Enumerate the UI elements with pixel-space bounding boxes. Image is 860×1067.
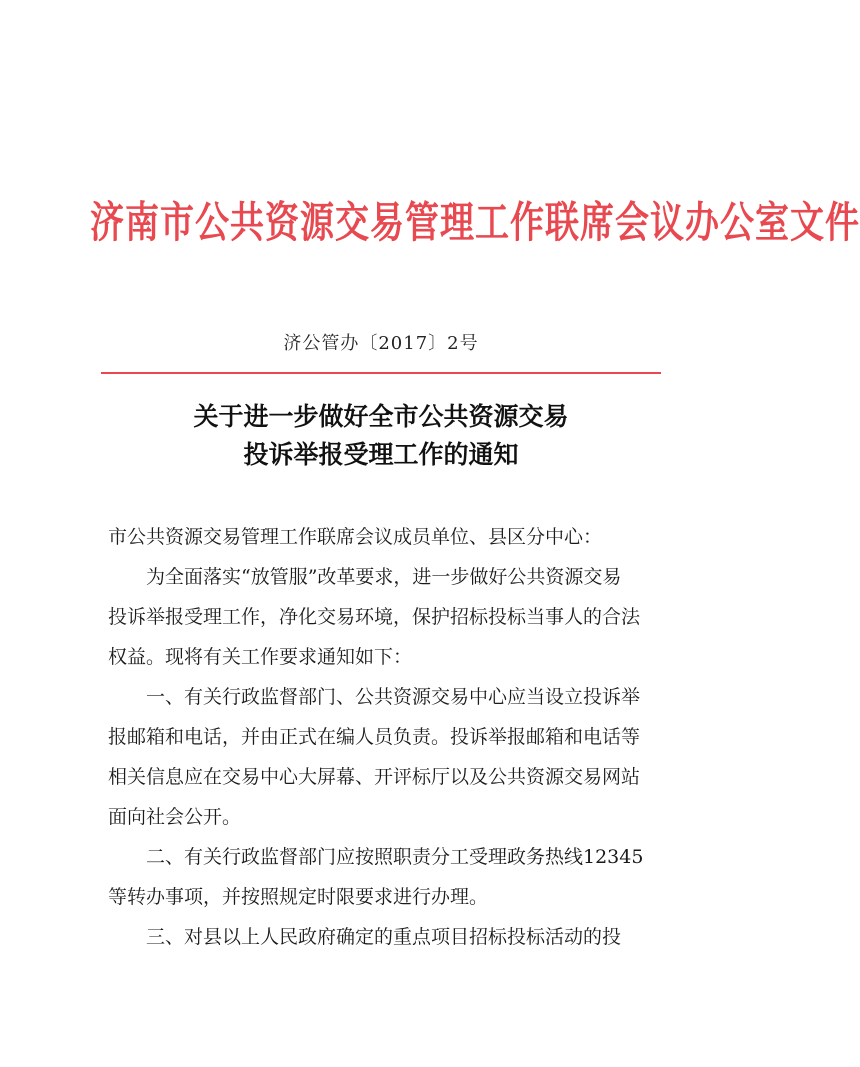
- paragraph-line: 相关信息应在交易中心大屏幕、开评标厅以及公共资源交易网站: [108, 766, 641, 788]
- issuer-header: 济南市公共资源交易管理工作联席会议办公室文件: [90, 198, 860, 248]
- red-divider-line: [101, 372, 661, 374]
- paragraph-line: 二、有关行政监督部门应按照职责分工受理政务热线12345: [146, 846, 644, 868]
- notice-title-line-1: 关于进一步做好全市公共资源交易: [193, 402, 569, 431]
- paragraph-line: 面向社会公开。: [108, 806, 242, 828]
- paragraph-line: 报邮箱和电话，并由正式在编人员负责。投诉举报邮箱和电话等: [108, 726, 641, 748]
- paragraph-4: [108, 917, 668, 957]
- salutation: 市公共资源交易管理工作联席会议成员单位、县区分中心：: [108, 526, 603, 548]
- paragraph-line: 权益。现将有关工作要求通知如下：: [108, 646, 413, 668]
- paragraph-1: [108, 557, 668, 677]
- notice-body: [108, 517, 668, 957]
- paragraph-line: 等转办事项，并按照规定时限要求进行办理。: [108, 886, 489, 908]
- paragraph-2: [108, 677, 668, 837]
- notice-title: [0, 398, 762, 474]
- paragraph-3: [108, 837, 668, 917]
- paragraph-line: 一、有关行政监督部门、公共资源交易中心应当设立投诉举: [146, 686, 641, 708]
- document-number: 济公管办〔2017〕2号: [283, 333, 479, 354]
- paragraph-line: 三、对县以上人民政府确定的重点项目招标投标活动的投: [146, 926, 622, 948]
- notice-title-line-2: 投诉举报受理工作的通知: [243, 440, 519, 469]
- paragraph-line: 为全面落实“放管服”改革要求，进一步做好公共资源交易: [146, 566, 622, 588]
- paragraph-line: 投诉举报受理工作，净化交易环境，保护招标投标当事人的合法: [108, 606, 641, 628]
